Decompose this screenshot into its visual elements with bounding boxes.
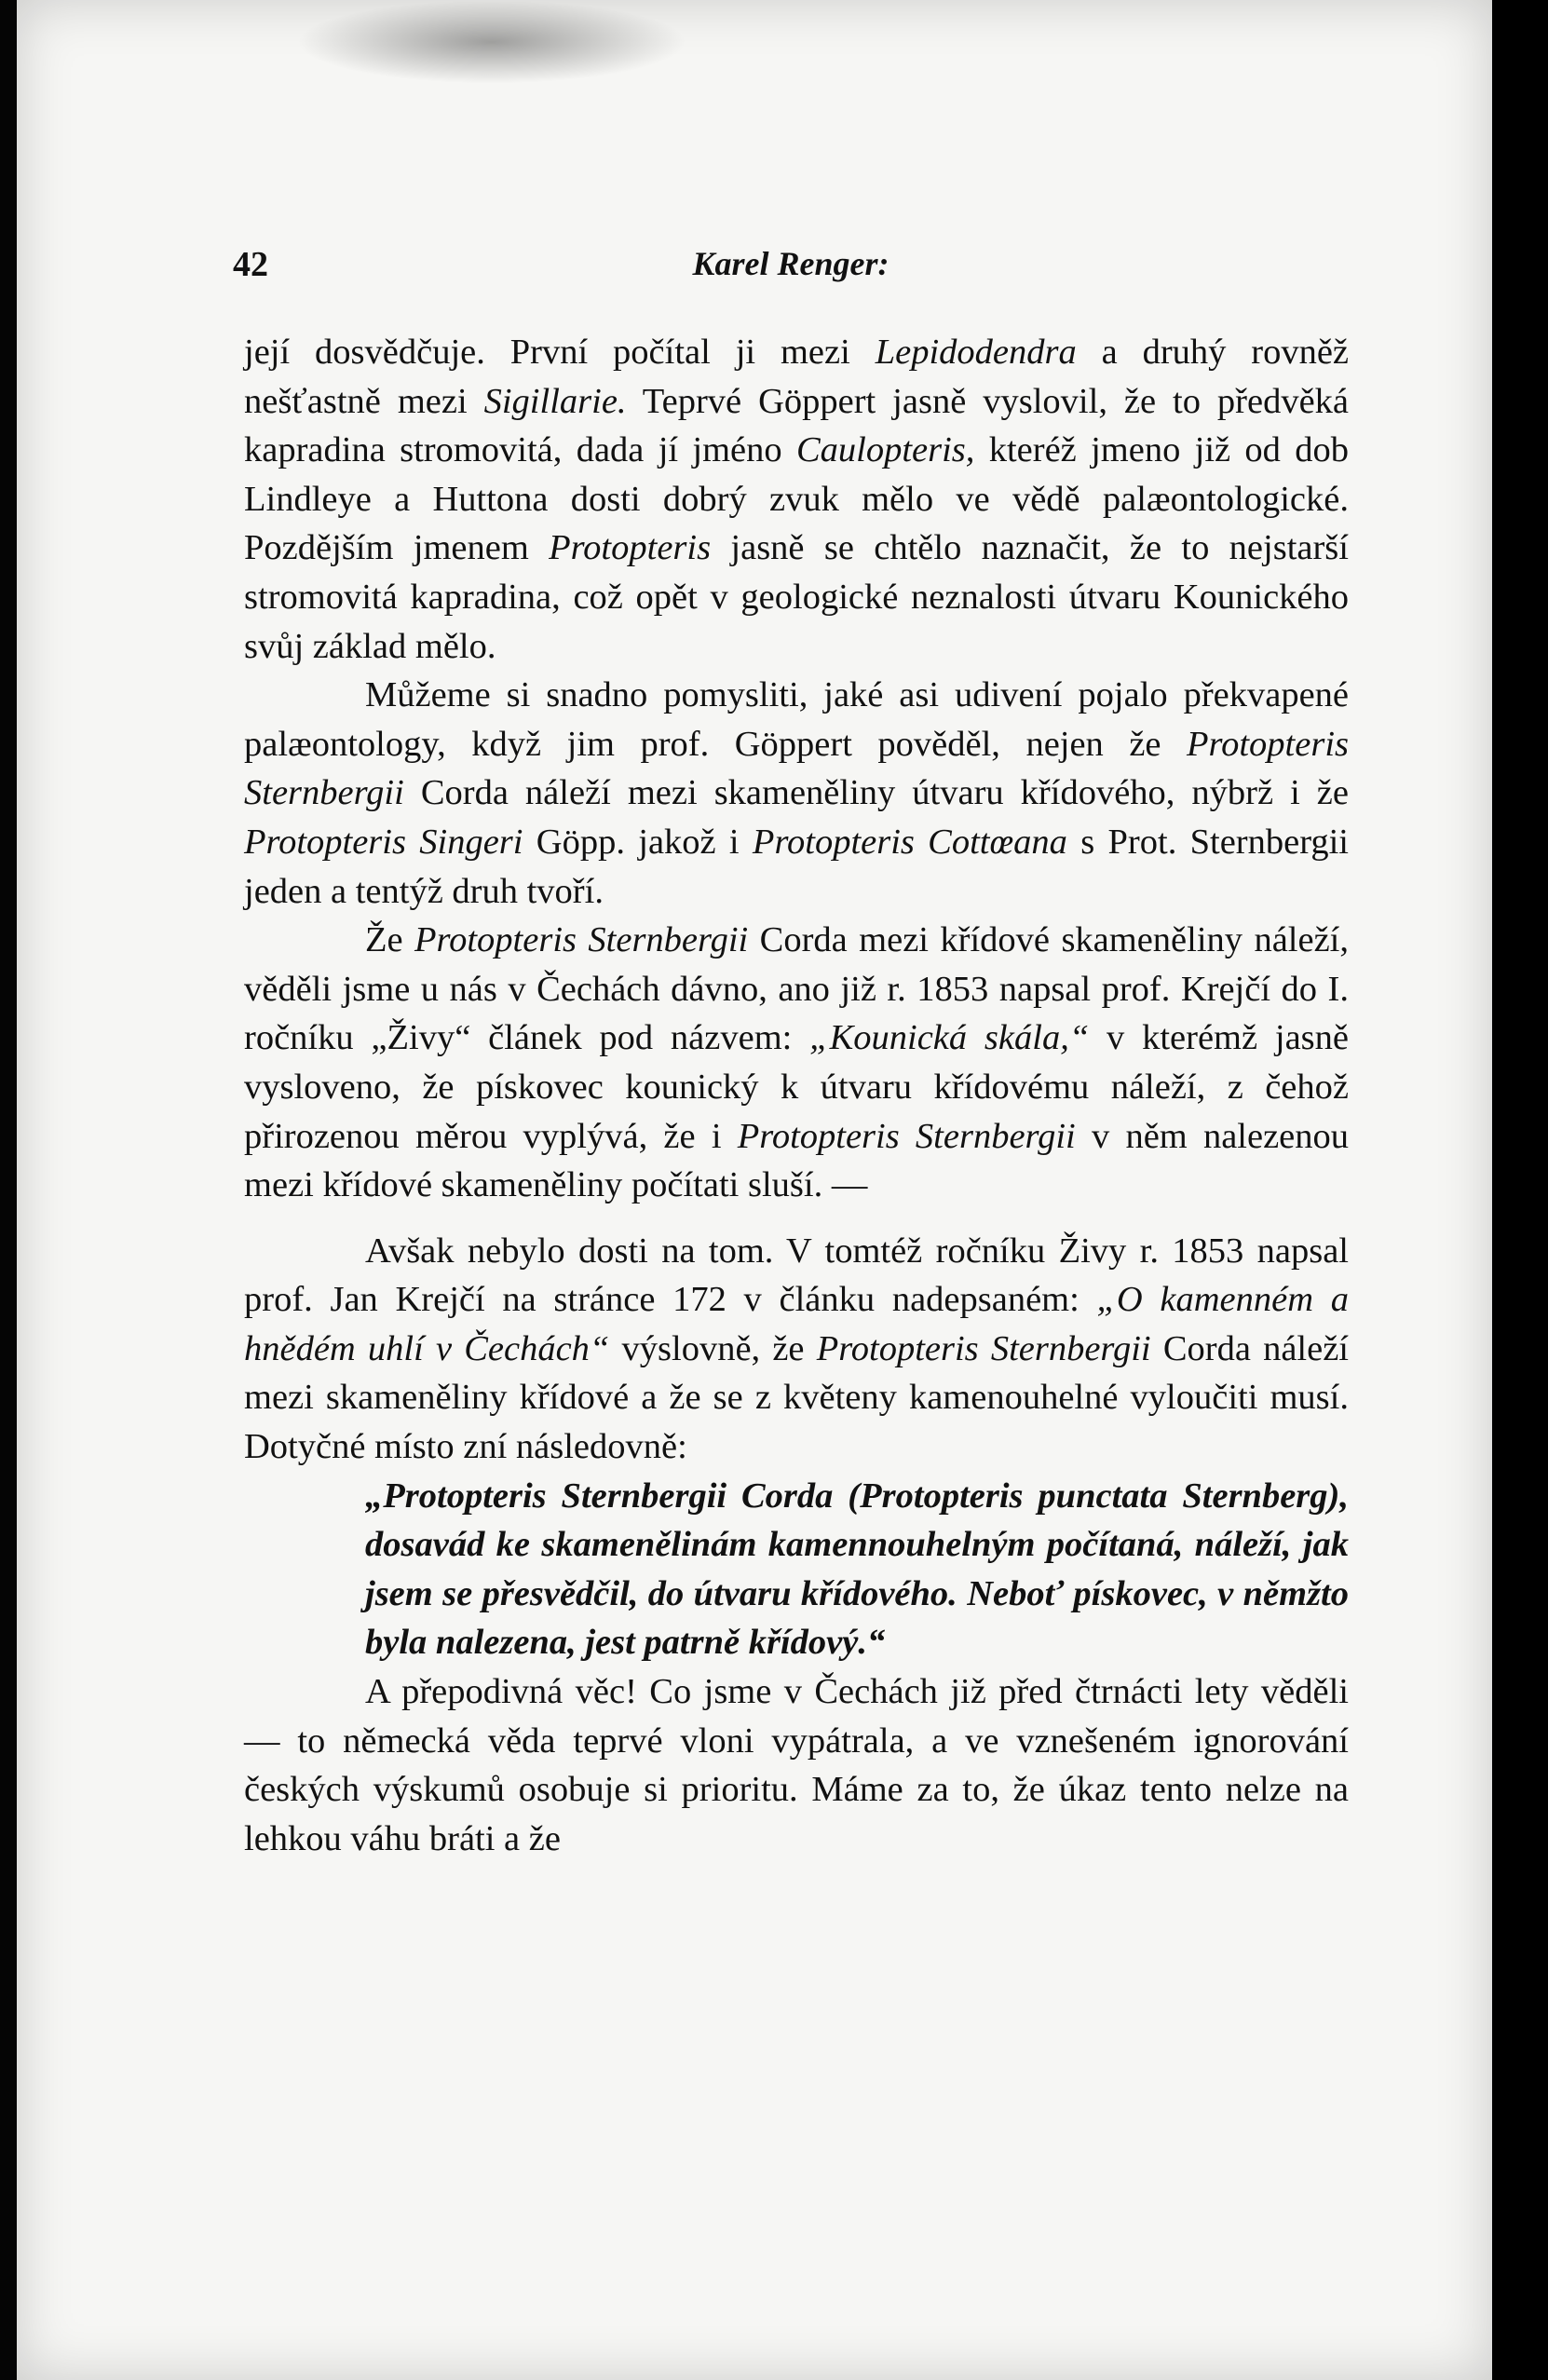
text-run: kteréž jmeno již od dob Lindleye a Huttona dosti dobrý zvuk mělo ve vědě palæontologické. Pozdějším jmenem [244,430,1349,568]
italic-term: „Kounická skála,“ [809,1018,1090,1058]
text-run: Teprvé Göppert jasně vyslovil, že to předvěká kapradina stromovitá, dada jí jméno [244,381,1349,470]
text-run: Corda náleží mezi skameněliny útvaru křídového, nýbrž i že [403,773,1349,813]
paragraph-5: A přepodivná věc! Co jsme v Čechách již před čtrnácti lety věděli — to německá věda teprvé vloni vypátrala, a ve vznešeném ignorování českých výskumů osobuje si prioritu. Máme za to, že úkaz tento nelze na lehkou váhu bráti a že [244,1672,1349,1858]
text-run: jasně se chtělo naznačit, že to nejstarší stromovitá kapradina, což opět v geologické neznalosti útvaru Kounického svůj základ mělo. [244,528,1349,666]
text-run: výslovně, že [609,1328,817,1368]
scan-border-left [0,0,17,2380]
paragraph-4 [244,1227,1349,1472]
italic-term: Caulopteris, [795,430,975,470]
italic-term: „O kamenném a hnědém uhlí v Čechách“ [244,1280,1349,1368]
scan-border-right [1492,0,1548,2380]
block-quote: „Protopteris Sternbergii Corda (Protopteris punctata Sternberg), dosavád ke skamenělinám kamennouhelným počítaná, náleží, jak jsem se přesvědčil, do útvaru křídového. Neboť pískovec, v němžto byla nalezena, jest patrně křídový.“ [365,1476,1349,1663]
italic-term: Sigillarie. [483,381,627,421]
running-head [233,244,1349,300]
paragraph-3 [244,916,1349,1210]
paragraph-2 [244,671,1349,916]
italic-term: Protopteris Sternbergii [414,920,749,960]
text-run: Corda náleží mezi skameněliny křídové a že se z květeny kamenouhelné vyloučiti musí. Dotyčné místo zní následovně: [244,1328,1349,1467]
italic-term: Protopteris [549,528,712,568]
italic-term: Protopteris Sternbergii [816,1328,1151,1368]
body-text [244,328,1349,1863]
text-run: Že [365,920,415,960]
italic-term: Lepidodendra [875,333,1077,372]
text-run: Můžeme si snadno pomysliti, jaké asi udivení pojalo překvapené palæontology, když jim prof. Göppert pověděl, nejen že [244,675,1349,764]
paragraph-gap [244,1210,1349,1227]
italic-term: Protopteris Singeri [244,822,523,862]
page-stain [296,0,687,84]
text-run: v kterémž jasně vysloveno, že pískovec kounický k útvaru křídovému náleží, z čehož přirozenou měrou vyplývá, že i [244,1018,1349,1156]
text-run: její dosvědčuje. První počítal ji mezi [244,333,876,372]
italic-term: Protopteris Sternbergii [244,724,1349,813]
text-run: Corda mezi křídové skameněliny náleží, věděli jsme u nás v Čechách dávno, ano již r. 1853 napsal prof. Krejčí do I. ročníku „Živy“ článek pod názvem: [244,920,1349,1058]
italic-term: Protopteris Sternbergii [737,1116,1076,1156]
text-run: Göpp. jakož i [523,822,753,862]
text-run: Avšak nebylo dosti na tom. V tomtéž ročníku Živy r. 1853 napsal prof. Jan Krejčí na stránce 172 v článku nadepsaném: [244,1231,1349,1320]
running-title: Karel Renger: [692,245,889,282]
text-run: v něm nalezenou mezi křídové skameněliny počítati sluší. — [244,1116,1349,1205]
page-number: 42 [233,245,268,284]
text-run: s Prot. Sternbergii jeden a tentýž druh tvoří. [244,822,1349,911]
italic-term: Protopteris Cottœana [752,822,1067,862]
text-run: a druhý rovněž nešťastně mezi [244,333,1350,421]
paragraph-1 [244,328,1349,671]
